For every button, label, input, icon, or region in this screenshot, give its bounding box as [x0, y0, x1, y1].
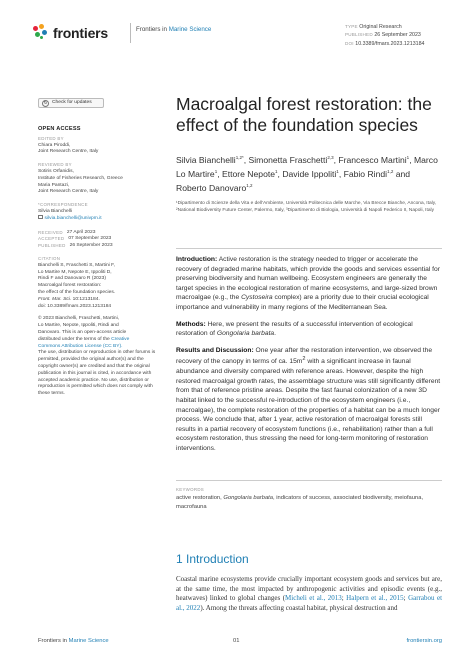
logo-wordmark: frontiers: [53, 25, 108, 41]
check-for-updates-label: Check for updates: [52, 99, 92, 105]
abstract-introduction: Introduction: Active restoration is the strategy needed to trigger or accelerate the recovery of degraded marine habitats, which provide the goods and services essential for preserving biodiversity and human wellbeing. Ecosystem engineers are generally the target species in the ecological restoration of marine ecosystems, and large-sized brown macroalgae (e.g., the Cystoseira complex) are a priority due to their crucial ecological importance and vulnerability in many regions of the Mediterranean Sea.: [176, 256, 440, 311]
reference-link[interactable]: Micheli et al., 2013: [285, 594, 342, 603]
section-heading: 1 Introduction: [176, 552, 249, 566]
frontiers-logo[interactable]: [32, 20, 108, 46]
reviewed-by-label: REVIEWED BY: [38, 162, 72, 168]
meta-doi: DOI 10.3389/fmars.2023.1213184: [345, 40, 425, 47]
reviewer-name: Sotiris Orfanidis,: [38, 168, 74, 174]
reviewer-affiliation: Institute of Fisheries Research, Greece: [38, 175, 123, 181]
mail-icon: [38, 215, 43, 219]
page-header: [32, 20, 442, 46]
meta-published: PUBLISHED 26 September 2023: [345, 32, 421, 39]
introduction-paragraph: Coastal marine ecosystems provide crucially important ecosystem goods and services but are, at the same time, the most impacted by anthropogenic activities and episodic events (e.g., heatwaves) linked to global changes (Micheli et al., 2013; Halpern et al., 2015; Garrabou et al., 2022). Among the threats affecting coastal habitat, physical destruction and: [176, 575, 443, 612]
edited-by-affiliation: Joint Research Centre, Italy: [38, 149, 99, 155]
license-link[interactable]: Creative: [111, 336, 130, 342]
author[interactable]: Davide Ippoliti$^1$: [282, 168, 339, 179]
reference-link[interactable]: Halpern et al., 2015: [346, 594, 404, 603]
refresh-icon: ↻: [43, 99, 48, 105]
author-list: Silvia Bianchelli$^{1,2*}$, Simonetta Fraschetti$^{2,3}$, Francesco Martini$^1$, Marco Lo Martire$^1$, Ettore Nepote$^1$, Davide Ippoliti$^1$, Fabio Rindi$^{1,2}$ and Roberto Danovaro$^{1,2}$: [176, 155, 438, 193]
open-access-label: OPEN ACCESS: [38, 126, 81, 132]
article-meta: [345, 23, 424, 48]
abstract-methods: Methods: Here, we present the results of a successful intervention of ecological restoration of Gongolaria barbata.: [176, 320, 413, 338]
divider: [176, 248, 442, 249]
affiliations: ¹Dipartimento di Scienze della Vita e dell'Ambiente, Università Politecnica delle Marche, Via Brecce Bianche, Ancona, Italy, ²National Biodiversity Future Center, Palermo, Italy, ³Dipartimento di Biologia, Università di Napoli Federico II, Napoli, Italy: [176, 201, 437, 213]
citation-doi: doi: 10.3389/fmars.2023.1213184: [38, 303, 112, 309]
author[interactable]: Ettore Nepote$^1$: [221, 168, 278, 179]
author[interactable]: Marco Lo Martire$^1$: [176, 155, 438, 179]
date-published: PUBLISHED 26 September 2023: [38, 243, 113, 249]
copyright-notice: © 2023 Bianchelli, Fraschetti, Martini, Lo Martire, Nepote, Ippoliti, Rindi and Danovaro. This is an open-access article distributed under the terms of the Creative Commons Attribution License (CC BY). The use, distribution or reproduction in other forums is permitted, provided the original author(s) and the copyright owner(s) are credited and that the original publication in this journal is cited, in accordance with accepted academic practice. No use, distribution or reproduction is permitted which does not comply with these terms.: [38, 316, 156, 397]
citation: Bianchelli S, Fraschetti S, Martini F, Lo Martire M, Nepote E, Ippoliti D, Rindi F and Danovaro R (2023) Macroalgal forest restoration: the effect of the foundation species. Front. Mar. Sci. 10:1213184. doi: 10.3389/fmars.2023.1213184: [38, 263, 158, 311]
footer-site-link[interactable]: frontiersin.org: [406, 638, 442, 644]
sidebar: [38, 98, 158, 398]
article-dates: [38, 230, 158, 250]
edited-by-label: EDITED BY: [38, 135, 64, 141]
article-title: Macroalgal forest restoration: the effect of the foundation species: [176, 94, 432, 135]
author[interactable]: Fabio Rindi$^{1,2}$: [343, 168, 394, 179]
date-received: RECEIVED 27 April 2023: [38, 229, 96, 235]
footer-journal[interactable]: Frontiers in Marine Science: [38, 638, 109, 644]
journal-title[interactable]: [136, 26, 211, 33]
correspondence-email[interactable]: silvia.bianchelli@univpm.it: [38, 216, 158, 223]
abstract: [176, 255, 442, 461]
author[interactable]: Roberto Danovaro$^{1,2}$: [176, 182, 253, 193]
frontiers-logo-icon: [32, 24, 50, 42]
reviewer-name: Maria Pantazi,: [38, 182, 70, 188]
author[interactable]: Silvia Bianchelli$^{1,2*}$: [176, 155, 244, 165]
meta-type: TYPE Original Research: [345, 24, 402, 30]
divider: [176, 480, 442, 481]
correspondence-label: *CORRESPONDENCE: [38, 202, 88, 208]
header-divider: [130, 23, 131, 43]
edited-by-name: Chiara Piroddi,: [38, 142, 71, 148]
correspondence-name: Silvia Bianchelli: [38, 208, 72, 214]
journal-name: Marine Science: [168, 26, 212, 33]
license-link[interactable]: Commons Attribution License (CC BY).: [38, 343, 123, 349]
check-for-updates-button[interactable]: [38, 98, 104, 108]
date-accepted: ACCEPTED 07 September 2023: [38, 236, 112, 242]
author[interactable]: Francesco Martini$^1$: [338, 155, 410, 165]
reference-link[interactable]: Garrabou et al., 2022: [176, 594, 443, 612]
journal-prefix: Frontiers in: [136, 26, 167, 33]
page-number: 01: [233, 638, 240, 644]
reviewer-affiliation: Joint Research Centre, Italy: [38, 189, 99, 195]
author[interactable]: Simonetta Fraschetti$^{2,3}$: [248, 155, 334, 165]
article-head: [176, 94, 442, 215]
keywords-label: KEYWORDS: [176, 487, 205, 492]
abstract-results: Results and Discussion: One year after the restoration intervention, we observed the recovery of the canopy in terms of ca. $15m^2$ with a significant increase in faunal abundance and diversity compared with reference areas. However, despite the high restored macroalgal growth rates, the assemblage structure was still significantly different from that of reference pristine areas. Despite the fast faunal colonization of a new 3D habitat linked to the successful re-introduction of the ecosystem engineers (i.e., macroalgae), the complete restoration of the properties of a habitat can be a much longer process. We conclude that, after 1 year, active restoration of macroalgal forests still results in a partial recovery of ecosystem functions (i.e., rehabilitation) rather than a full ecosystem restoration, thus stressing the need for long-term monitoring of restoration interventions.: [176, 346, 441, 452]
keywords: active restoration, Gongolaria barbata, indicators of success, associated biodiversity, meiofauna, macrofauna: [176, 495, 424, 510]
citation-label: CITATION: [38, 256, 61, 262]
